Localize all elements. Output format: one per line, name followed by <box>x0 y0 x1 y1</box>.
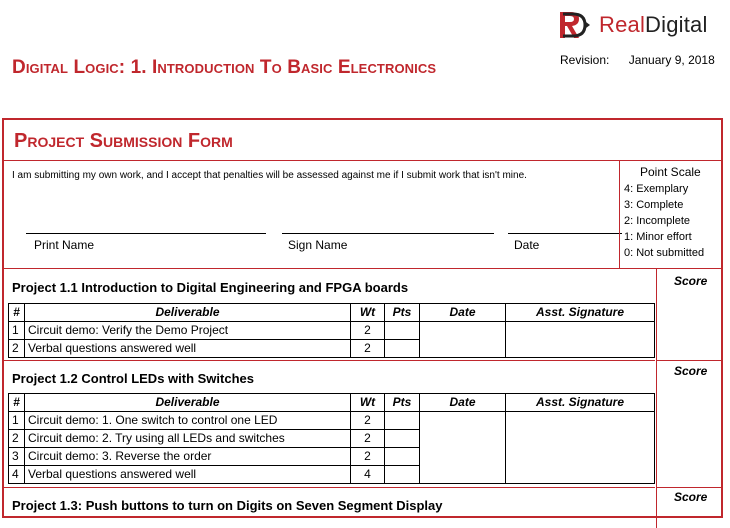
row-num: 2 <box>9 430 25 448</box>
point-scale-item: 1: Minor effort <box>624 231 692 243</box>
col-date-header: Date <box>420 304 506 322</box>
point-scale-item: 4: Exemplary <box>624 183 689 195</box>
project-1-3-score-label: Score <box>674 490 708 504</box>
row-deliverable: Circuit demo: 2. Try using all LEDs and switches <box>25 430 351 448</box>
row-num: 2 <box>9 340 25 358</box>
row-wt: 2 <box>351 448 385 466</box>
revision-date: January 9, 2018 <box>628 53 715 67</box>
date-label: Date <box>514 238 540 252</box>
section-divider <box>4 360 655 361</box>
point-scale-divider <box>619 160 620 268</box>
brand-name <box>599 12 708 38</box>
col-num-header: # <box>9 394 25 412</box>
project-1-1-title: Project 1.1 Introduction to Digital Engineering and FPGA boards <box>12 280 409 295</box>
row-num: 3 <box>9 448 25 466</box>
point-scale-item: 2: Incomplete <box>624 215 691 227</box>
brand-name-part1: Real <box>599 12 646 37</box>
project-1-2-score-label: Score <box>674 364 708 378</box>
col-pts-header: Pts <box>385 394 420 412</box>
signature-cell[interactable] <box>506 412 655 484</box>
row-pts-cell[interactable] <box>385 430 420 448</box>
brand-name-part2: Digital <box>645 12 708 37</box>
row-deliverable: Verbal questions answered well <box>25 466 351 484</box>
row-wt: 4 <box>351 466 385 484</box>
table-row <box>9 322 655 340</box>
row-pts-cell[interactable] <box>385 340 420 358</box>
table-row <box>9 412 655 430</box>
row-wt: 2 <box>351 340 385 358</box>
signature-cell[interactable] <box>506 322 655 358</box>
project-1-2-table <box>8 393 655 484</box>
row-wt: 2 <box>351 322 385 340</box>
col-signature-header: Asst. Signature <box>506 304 655 322</box>
row-pts-cell[interactable] <box>385 322 420 340</box>
row-deliverable: Circuit demo: Verify the Demo Project <box>25 322 351 340</box>
row-pts-cell[interactable] <box>385 466 420 484</box>
form-title: Project Submission Form <box>14 130 233 152</box>
date-cell[interactable] <box>420 322 506 358</box>
score-column-divider <box>656 268 657 528</box>
col-date-header: Date <box>420 394 506 412</box>
form-divider <box>4 160 721 161</box>
project-1-2-title: Project 1.2 Control LEDs with Switches <box>12 371 254 386</box>
row-deliverable: Circuit demo: 1. One switch to control one LED <box>25 412 351 430</box>
section-divider <box>4 487 655 488</box>
print-name-line[interactable] <box>26 233 266 234</box>
point-scale-item: 3: Complete <box>624 199 684 211</box>
row-num: 1 <box>9 322 25 340</box>
date-cell[interactable] <box>420 412 506 484</box>
col-wt-header: Wt <box>351 394 385 412</box>
row-num: 1 <box>9 412 25 430</box>
row-num: 4 <box>9 466 25 484</box>
col-num-header: # <box>9 304 25 322</box>
row-deliverable: Verbal questions answered well <box>25 340 351 358</box>
project-1-1-table <box>8 303 655 358</box>
submission-form <box>2 118 723 518</box>
point-scale-title: Point Scale <box>640 165 701 179</box>
document-title: Digital Logic: 1. Introduction To Basic Electronics <box>12 57 437 78</box>
sign-name-line[interactable] <box>282 233 494 234</box>
score-divider <box>656 487 721 488</box>
row-pts-cell[interactable] <box>385 412 420 430</box>
col-deliverable-header: Deliverable <box>25 394 351 412</box>
realdigital-logo-icon <box>557 10 591 40</box>
col-deliverable-header: Deliverable <box>25 304 351 322</box>
col-signature-header: Asst. Signature <box>506 394 655 412</box>
row-pts-cell[interactable] <box>385 448 420 466</box>
project-1-1-score-label: Score <box>674 274 708 288</box>
revision-label: Revision: <box>560 53 610 67</box>
project-1-3-title: Project 1.3: Push buttons to turn on Digits on Seven Segment Display <box>12 498 443 513</box>
table-header-row <box>9 304 655 322</box>
col-pts-header: Pts <box>385 304 420 322</box>
print-name-label: Print Name <box>34 238 95 252</box>
row-wt: 2 <box>351 430 385 448</box>
col-wt-header: Wt <box>351 304 385 322</box>
row-deliverable: Circuit demo: 3. Reverse the order <box>25 448 351 466</box>
point-scale-item: 0: Not submitted <box>624 247 705 259</box>
brand-logo <box>557 8 708 42</box>
section-divider <box>4 268 721 269</box>
score-divider <box>656 360 721 361</box>
table-header-row <box>9 394 655 412</box>
date-line[interactable] <box>508 233 622 234</box>
row-wt: 2 <box>351 412 385 430</box>
sign-name-label: Sign Name <box>288 238 348 252</box>
revision <box>560 53 715 67</box>
pledge-text: I am submitting my own work, and I accept that penalties will be assessed against me if I submit work that isn't mine. <box>12 170 527 181</box>
